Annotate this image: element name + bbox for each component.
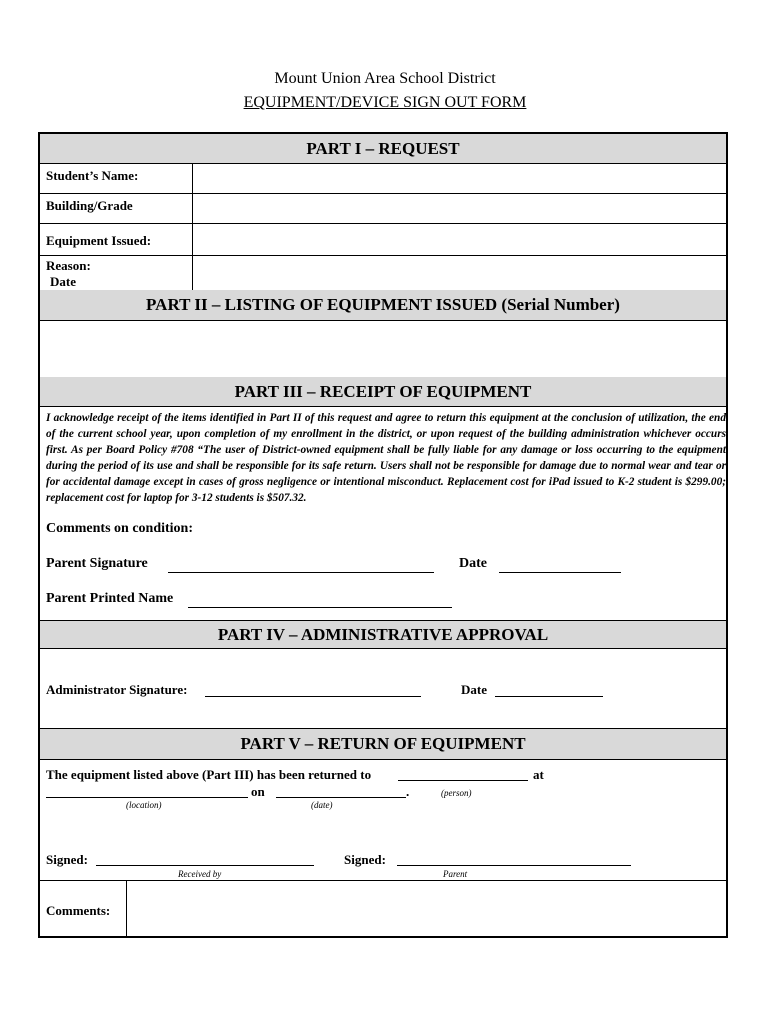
district-name: Mount Union Area School District bbox=[274, 70, 496, 87]
signed-label-parent: Signed: bbox=[344, 852, 386, 867]
date-label: Date bbox=[50, 274, 76, 289]
parent-date-label: Date bbox=[459, 556, 487, 571]
parent-date-line[interactable] bbox=[499, 558, 621, 573]
acknowledgement-text: I acknowledge receipt of the items identified in Part II of this request and agree to return this equipment at the conclusion of utilization, the end of the current school year, upon completion of my enrollment in the district, or upon request of the building administration whichever occurs first. As per Board Policy #708 “The user of District-owned equipment shall be fully liable for any damage or loss occurring to the equipment during the period of its use and shall be responsible for its safe return. Users shall not be responsible for damage due to normal wear and tear or for accidental damage except in cases of gross negligence or intentional misconduct. Replacement cost for iPad issued to K-2 student is $299.00; replacement cost for laptop for 3-12 students is $507.32. bbox=[46, 412, 726, 504]
date-caption: (date) bbox=[311, 800, 333, 810]
building-grade-label: Building/Grade bbox=[46, 198, 133, 213]
on-text: on bbox=[251, 784, 265, 799]
part1-heading: PART I – REQUEST bbox=[40, 134, 726, 163]
parent-return-signature-line[interactable] bbox=[397, 852, 631, 866]
sign-out-form: PART I – REQUEST Student’s Name: Building/Grade Equipment Issued: Reason: Date PART II – LISTING OF EQUIPMENT ISSUED (Serial Number) PART III – RECEIPT OF EQUIPMENT I acknowledge receipt of the items identified in Part II of this request and agree to return this equipment at the conclusion of utilization, the end of the current school year, upon completion of my enrollment in the district, or upon request of the building administration whichever occurs first. As per Board Policy #708 “The user of District-owned equipment shall be fully liable for any damage or loss occurring to the equipment during the period of its use and shall be responsible for its safe return. Users shall not be responsible for damage due to normal wear and tear or for accidental damage except in cases of gross negligence or intentional misconduct. Replacement cost for iPad issued to K-2 student is $299.00; replacement cost for laptop for 3-12 students is $507.32. Comments on condition: Parent Signature Date Parent Printed Name PART IV – ADMINISTRATIVE APPROVAL Administrator Signature: Date PART V – RETURN OF EQUIPMENT The equipment listed above (Part III) has been returned to at on . (person) (location) (date) Signed: Signed: Received by Parent Comments: bbox=[38, 132, 728, 938]
serial-number-field[interactable] bbox=[40, 321, 726, 377]
admin-date-line[interactable] bbox=[495, 683, 603, 697]
returned-text: The equipment listed above (Part III) has been returned to bbox=[46, 767, 372, 782]
at-text: at bbox=[533, 767, 544, 782]
student-name-field[interactable] bbox=[194, 164, 728, 193]
returned-location-line[interactable] bbox=[46, 785, 248, 798]
received-by-caption: Received by bbox=[178, 869, 222, 879]
person-caption: (person) bbox=[441, 788, 472, 798]
return-comments-field[interactable] bbox=[128, 881, 726, 937]
return-comments-label: Comments: bbox=[46, 903, 111, 918]
returned-date-line[interactable] bbox=[276, 785, 406, 798]
reason-label: Reason: bbox=[46, 258, 91, 273]
part2-heading: PART II – LISTING OF EQUIPMENT ISSUED (Serial Number) bbox=[40, 290, 726, 320]
parent-signature-label: Parent Signature bbox=[46, 556, 148, 571]
admin-signature-label: Administrator Signature: bbox=[46, 682, 188, 697]
parent-caption: Parent bbox=[443, 869, 468, 879]
parent-printed-name-line[interactable] bbox=[188, 593, 452, 608]
part3-heading: PART III – RECEIPT OF EQUIPMENT bbox=[40, 377, 726, 406]
parent-printed-name-label: Parent Printed Name bbox=[46, 591, 174, 606]
returned-to-person-line[interactable] bbox=[398, 768, 528, 781]
admin-date-label: Date bbox=[461, 682, 487, 697]
admin-signature-line[interactable] bbox=[205, 683, 421, 697]
parent-signature-line[interactable] bbox=[168, 558, 434, 573]
received-by-signature-line[interactable] bbox=[96, 852, 314, 866]
building-grade-field[interactable] bbox=[194, 194, 728, 223]
comments-condition-label: Comments on condition: bbox=[46, 521, 194, 536]
location-caption: (location) bbox=[126, 800, 162, 810]
form-title: EQUIPMENT/DEVICE SIGN OUT FORM bbox=[243, 94, 527, 111]
reason-date-field[interactable] bbox=[194, 256, 728, 290]
student-name-label: Student’s Name: bbox=[46, 168, 139, 183]
equipment-issued-label: Equipment Issued: bbox=[46, 233, 152, 248]
part4-heading: PART IV – ADMINISTRATIVE APPROVAL bbox=[40, 621, 726, 648]
signed-label-received: Signed: bbox=[46, 852, 88, 867]
part5-heading: PART V – RETURN OF EQUIPMENT bbox=[40, 729, 726, 759]
equipment-issued-field[interactable] bbox=[194, 224, 728, 255]
